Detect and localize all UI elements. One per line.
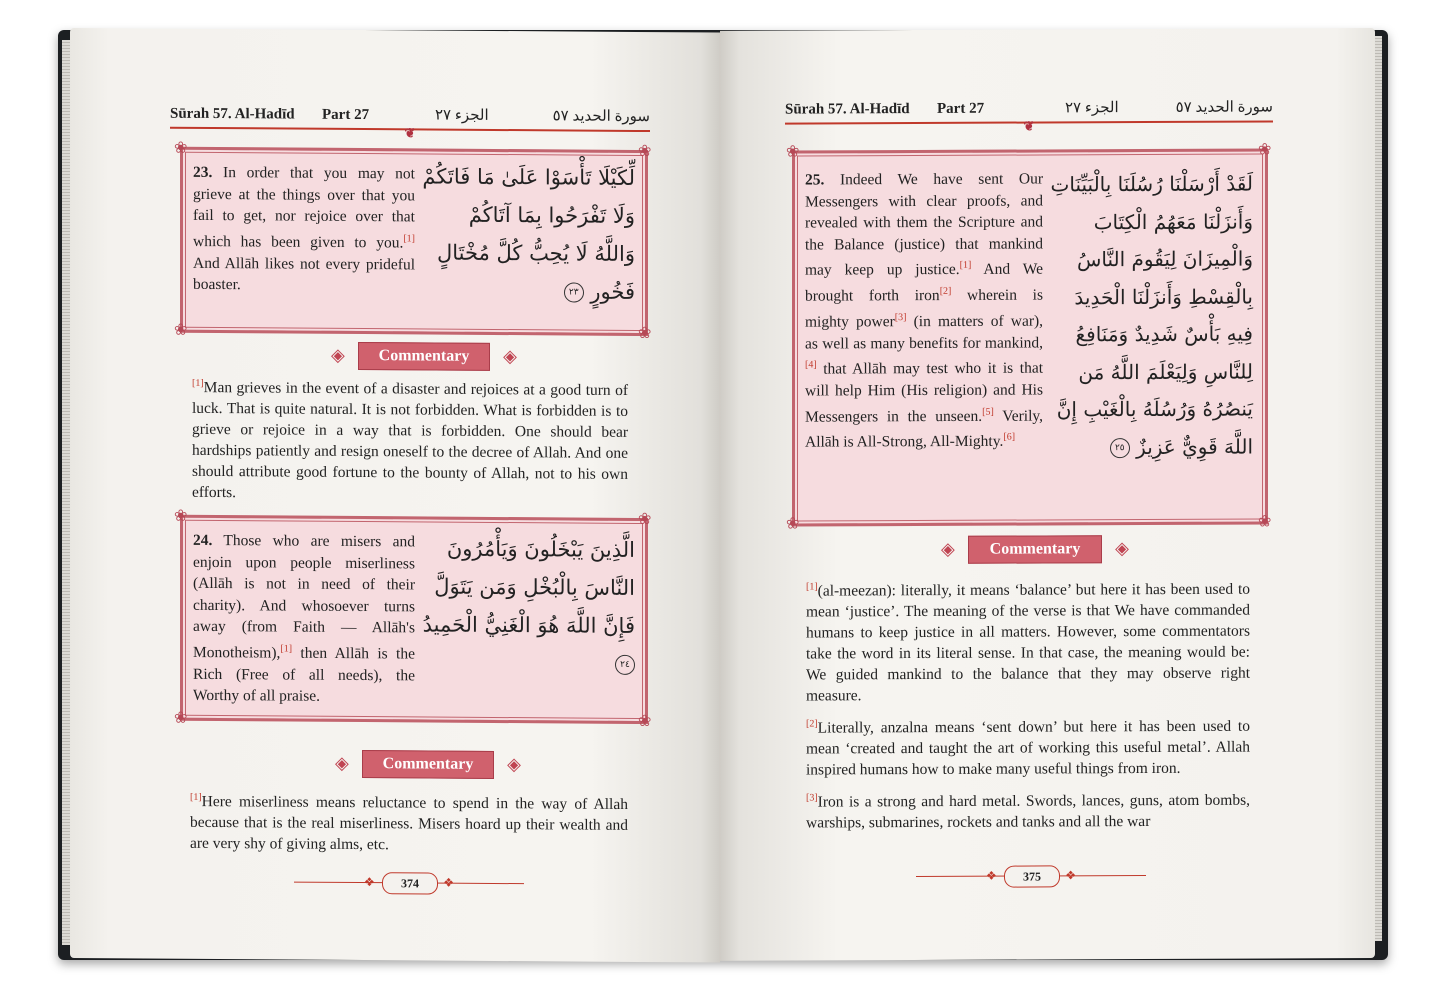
page-number-ornament — [294, 872, 524, 894]
verse-text: wherein is mighty power — [805, 286, 1043, 331]
arabic-line: اللَّهَ قَوِيٌّ عَزِيزٌ — [1136, 434, 1253, 459]
corner-ornament-icon: ❀ — [638, 142, 652, 161]
footnote-ref: [1] — [192, 377, 204, 389]
page-number: 374 — [382, 872, 438, 894]
diamond-icon: ❖ — [986, 868, 997, 883]
arabic-line: النَّاسَ بِالْبُخْلِ وَمَن يَتَوَلَّ — [434, 574, 635, 600]
arabic-line: وَاللَّهُ لَا يُحِبُّ كُلَّ مُخْتَالٍ — [437, 240, 635, 266]
header-part: Part 27 — [937, 100, 985, 117]
verse-text: In order that you may not grieve at the things over that you fail to get, nor rejoice over that which has been given to you. — [193, 164, 415, 252]
verse-23-translation — [193, 162, 415, 297]
verse-box-23 — [174, 139, 652, 343]
page-header — [170, 101, 650, 141]
right-page — [720, 28, 1375, 961]
arabic-line: فَإِنَّ اللَّهَ هُوَ الْغَنِيُّ الْحَمِيدُ — [422, 612, 635, 638]
verse-number: 23. — [193, 163, 213, 181]
commentary-1-text — [192, 373, 628, 513]
footnote-ref: [3] — [894, 311, 907, 323]
commentary-paragraph: Man grieves in the event of a disaster and rejoices at a good turn of luck. That is quite natural. It is not forbidden. What is forbidden is to grieve or rejoice in a way that is forbidden. One should bear hardships patiently and resign oneself to the decree of Allah. And one should attribute good fortune to the bounty of Allah, not to his own efforts. — [192, 379, 628, 502]
corner-ornament-icon: ❀ — [786, 143, 800, 161]
corner-ornament-icon: ❀ — [1258, 141, 1272, 159]
verse-number: 24. — [193, 531, 213, 549]
commentary-banner — [335, 750, 521, 779]
corner-ornament-icon: ❀ — [638, 712, 652, 731]
corner-ornament-icon: ❀ — [638, 324, 652, 343]
corner-ornament-icon: ❀ — [174, 507, 188, 525]
commentary-paragraph: Literally, anzalna means ‘sent down’ but here it has been used to mean ‘created and taught the art of working this useful metal’. Allah inspired humans how to make many useful things from iron. — [806, 717, 1250, 779]
arabic-line: الَّذِينَ يَبْخَلُونَ وَيَأْمُرُونَ — [446, 536, 635, 562]
verse-number: 25. — [805, 171, 825, 189]
arabic-line: فِيهِ بَأْسٌ شَدِيدٌ وَمَنَافِعُ — [1075, 321, 1253, 347]
header-arabic-surah: سورة الحديد ٥٧ — [552, 108, 650, 126]
header-ornament-icon: ❦ — [404, 125, 416, 141]
commentary-note-3 — [806, 786, 1250, 834]
header-ornament-icon: ❦ — [1023, 118, 1035, 134]
diamond-icon: ❖ — [1065, 868, 1076, 883]
footnote-ref: [1] — [403, 233, 415, 245]
arabic-line: لَقَدْ أَرْسَلْنَا رُسُلَنَا بِالْبَيِّنَاتِ — [1050, 171, 1253, 197]
footnote-ref: [1] — [959, 260, 972, 272]
arabic-line: لِلنَّاسِ وَلِيَعْلَمَ اللَّهُ مَن — [1078, 359, 1253, 384]
page-number-ornament — [916, 865, 1146, 886]
banner-ornament-icon: ◈ — [941, 538, 955, 559]
verse-25-translation — [805, 168, 1043, 453]
commentary-label: Commentary — [382, 755, 474, 773]
footnote-ref: [1] — [806, 581, 818, 593]
verse-text: (in matters of war), as well as many benefits for mankind, — [805, 312, 1044, 353]
header-arabic-part: الجزء ٢٧ — [1065, 100, 1119, 117]
commentary-paragraph: Iron is a strong and hard metal. Swords, lances, guns, atom bombs, warships, submarines, rockets and tanks and all the war — [806, 792, 1250, 832]
commentary-banner — [331, 342, 517, 371]
commentary-2-text — [190, 787, 628, 864]
commentary-note-1 — [806, 575, 1250, 707]
footnote-ref: [4] — [805, 359, 817, 371]
arabic-line: وَالْمِيزَانَ لِيَقُومَ النَّاسُ — [1076, 246, 1253, 272]
verse-25-arabic — [1050, 166, 1253, 467]
verse-text: And We brought forth iron — [805, 260, 1043, 305]
commentary-label: Commentary — [378, 347, 470, 365]
arabic-line: بِالْقِسْطِ وَأَنزَلْنَا الْحَدِيدَ — [1074, 284, 1253, 309]
banner-ornament-icon: ◈ — [1115, 538, 1129, 559]
ayah-marker: ٢٣ — [564, 282, 584, 302]
commentary-label: Commentary — [989, 540, 1081, 558]
footnote-ref: [1] — [190, 791, 202, 803]
header-surah: Sūrah 57. Al-Hadīd — [170, 105, 295, 123]
banner-ornament-icon: ◈ — [507, 754, 521, 775]
verse-text: Indeed We have sent Our Messengers with clear proofs, and revealed with them the Scripture and the Balance (justice) that mankind may keep up justice. — [805, 170, 1043, 280]
verse-text: Those who are misers and enjoin upon people miserliness (Allāh is not in need of their charity). And whosoever turns away (from Faith — Allāh's Monotheism), — [193, 532, 415, 662]
verse-box-24 — [174, 507, 652, 731]
header-arabic-surah: سورة الحديد ٥٧ — [1175, 99, 1273, 116]
ayah-marker: ٢٤ — [615, 655, 635, 675]
ayah-marker: ٢٥ — [1110, 438, 1130, 458]
verse-text: that Allāh may test who it is that will help Him (His religion) and His Messengers in the unseen. — [805, 359, 1044, 426]
banner-ornament-icon: ◈ — [335, 752, 349, 773]
commentary-text — [806, 575, 1250, 841]
verse-23-arabic — [423, 157, 635, 310]
verse-text: And Allāh likes not every prideful boaster. — [193, 254, 415, 294]
verse-24-arabic — [423, 529, 635, 682]
arabic-line: يَنصُرُهُ وَرُسُلَهُ بِالْغَيْبِ إِنَّ — [1056, 396, 1253, 422]
verse-box-25 — [786, 141, 1272, 533]
commentary-note-2 — [806, 712, 1250, 781]
commentary-paragraph: (al-meezan): literally, it means ‘balance’ but here it has been used to mean ‘justice’. The meaning of the verse is that We have commanded humans to keep justice in all matters. However, some commentators take the word in its literal sense. In that case, the meaning would be: We guided mankind to the balance that they may observe right measure. — [806, 580, 1250, 705]
verse-24-translation — [193, 530, 415, 708]
verse-text: Verily, Allāh is All-Strong, All-Mighty. — [805, 407, 1043, 451]
verse-text: then Allāh is the Rich (Free of all needs), the Worthy of all praise. — [193, 644, 415, 706]
banner-ornament-icon: ◈ — [331, 344, 345, 365]
arabic-line: وَأَنزَلْنَا مَعَهُمُ الْكِتَابَ — [1093, 209, 1253, 234]
footnote-ref: [2] — [806, 718, 818, 730]
page-header — [785, 94, 1273, 134]
corner-ornament-icon: ❀ — [1258, 513, 1272, 531]
arabic-line: فَخُورٍ — [590, 279, 635, 304]
footnote-ref: [6] — [1003, 431, 1016, 443]
header-arabic-part: الجزء ٢٧ — [435, 107, 489, 124]
commentary-paragraph: Here miserliness means reluctance to spend in the way of Allah because that is the real miserliness. Misers hoard up their wealth and are very shy of giving alms, etc. — [190, 793, 628, 854]
arabic-line: لِّكَيْلَا تَأْسَوْا عَلَىٰ مَا فَاتَكُمْ — [422, 164, 635, 190]
header-part: Part 27 — [322, 106, 370, 124]
diamond-icon: ❖ — [443, 875, 454, 890]
corner-ornament-icon: ❀ — [638, 510, 652, 529]
footnote-ref: [3] — [806, 792, 818, 804]
corner-ornament-icon: ❀ — [786, 515, 800, 533]
footnote-ref: [1] — [280, 643, 293, 655]
arabic-line: وَلَا تَفْرَحُوا بِمَا آتَاكُمْ — [468, 202, 635, 228]
corner-ornament-icon: ❀ — [174, 709, 188, 727]
commentary-banner — [941, 535, 1129, 564]
corner-ornament-icon: ❀ — [174, 321, 188, 339]
corner-ornament-icon: ❀ — [174, 139, 188, 157]
footnote-ref: [2] — [939, 285, 952, 298]
header-surah: Sūrah 57. Al-Hadīd — [785, 101, 910, 118]
banner-ornament-icon: ◈ — [503, 346, 517, 367]
footnote-ref: [5] — [982, 406, 994, 418]
page-number: 375 — [1004, 865, 1060, 887]
left-page — [70, 28, 720, 963]
diamond-icon: ❖ — [364, 875, 375, 890]
